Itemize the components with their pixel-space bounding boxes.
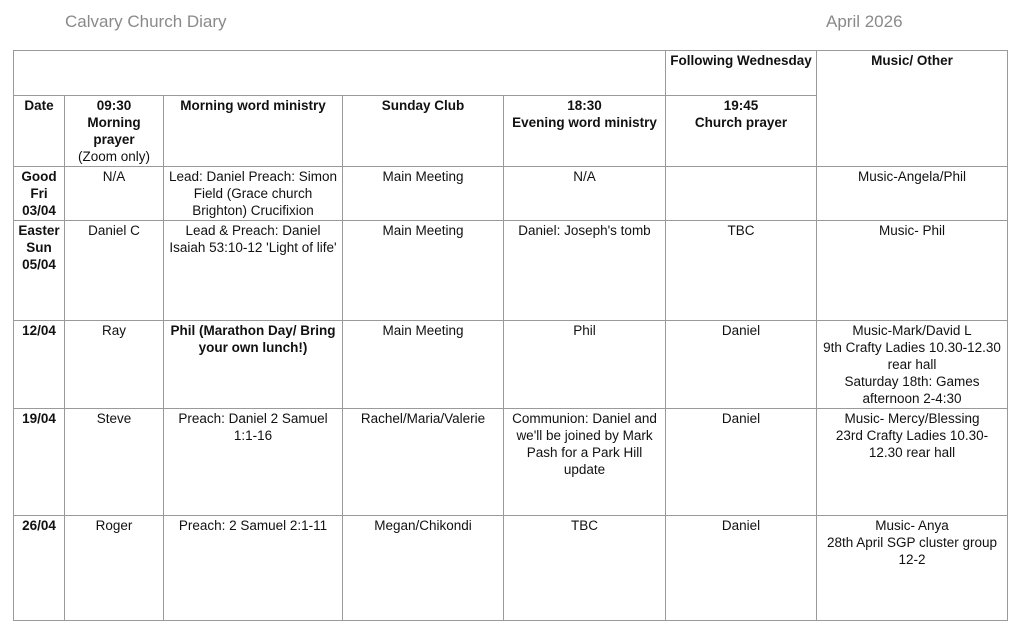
row-morning-word: Phil (Marathon Day/ Bring your own lunch!) <box>164 321 343 409</box>
morning-word-header: Morning word ministry <box>164 96 343 167</box>
music-other-line: 9th Crafty Ladies 10.30-12.30 rear hall <box>823 340 1001 372</box>
evening-time: 18:30 <box>567 98 602 113</box>
row-sunday-club: Main Meeting <box>343 221 504 321</box>
table-row <box>14 516 1008 621</box>
row-date: Good Fri 03/04 <box>14 167 65 221</box>
row-music-other <box>817 409 1008 516</box>
diary-title: Calvary Church Diary <box>65 12 227 31</box>
row-evening: N/A <box>504 167 666 221</box>
row-evening: Phil <box>504 321 666 409</box>
morning-prayer-note: (Zoom only) <box>77 149 150 164</box>
row-morning-word: Preach: 2 Samuel 2:1-11 <box>164 516 343 621</box>
music-other-line: Saturday 18th: Games afternoon 2-4:30 <box>844 374 980 406</box>
church-prayer-header <box>666 96 817 167</box>
row-church-prayer: Daniel <box>666 516 817 621</box>
row-morning-prayer: Daniel C <box>65 221 164 321</box>
row-church-prayer: Daniel <box>666 321 817 409</box>
diary-table <box>13 50 1008 621</box>
row-music-other <box>817 221 1008 321</box>
row-sunday-club: Rachel/Maria/Valerie <box>343 409 504 516</box>
morning-prayer-time: 09:30 <box>96 98 132 113</box>
music-other-line: Music- Mercy/Blessing <box>844 411 980 426</box>
evening-ministry-header <box>504 96 666 167</box>
music-other-line: 23rd Crafty Ladies 10.30-12.30 rear hall <box>835 428 989 460</box>
morning-prayer-label: Morning prayer <box>87 115 141 147</box>
row-evening: Communion: Daniel and we'll be joined by Mark Pash for a Park Hill update <box>504 409 666 516</box>
church-prayer-time: 19:45 <box>723 98 759 113</box>
row-morning-word: Lead & Preach: Daniel Isaiah 53:10-12 'Light of life' <box>164 221 343 321</box>
header-row-top <box>14 51 1008 96</box>
date-header: Date <box>14 96 65 167</box>
row-morning-prayer: Ray <box>65 321 164 409</box>
header-blank-cell <box>14 51 666 96</box>
row-morning-prayer: N/A <box>65 167 164 221</box>
row-morning-prayer: Roger <box>65 516 164 621</box>
row-morning-word: Preach: Daniel 2 Samuel 1:1-16 <box>164 409 343 516</box>
row-evening: Daniel: Joseph's tomb <box>504 221 666 321</box>
music-other-header: Music/ Other <box>817 51 1008 167</box>
sunday-club-header: Sunday Club <box>343 96 504 167</box>
table-row <box>14 221 1008 321</box>
row-church-prayer: TBC <box>666 221 817 321</box>
row-music-other <box>817 167 1008 221</box>
music-other-line: 28th April SGP cluster group 12-2 <box>826 535 998 567</box>
row-church-prayer <box>666 167 817 221</box>
table-row <box>14 409 1008 516</box>
row-sunday-club: Main Meeting <box>343 321 504 409</box>
music-other-line: Music- Phil <box>879 223 946 238</box>
row-date: Easter Sun 05/04 <box>14 221 65 321</box>
row-music-other <box>817 321 1008 409</box>
row-sunday-club: Megan/Chikondi <box>343 516 504 621</box>
table-row <box>14 321 1008 409</box>
church-prayer-label: Church prayer <box>694 115 788 130</box>
row-church-prayer: Daniel <box>666 409 817 516</box>
music-other-line: Music-Mark/David L <box>852 323 972 338</box>
music-other-line: Music- Anya <box>875 518 949 533</box>
diary-month: April 2026 <box>826 12 903 31</box>
row-date: 19/04 <box>14 409 65 516</box>
evening-label: Evening word ministry <box>512 115 657 130</box>
row-date: 12/04 <box>14 321 65 409</box>
row-sunday-club: Main Meeting <box>343 167 504 221</box>
morning-prayer-header <box>65 96 164 167</box>
row-date: 26/04 <box>14 516 65 621</box>
row-morning-word: Lead: Daniel Preach: Simon Field (Grace church Brighton) Crucifixion <box>164 167 343 221</box>
music-other-line: Music-Angela/Phil <box>857 169 967 184</box>
following-wednesday-header: Following Wednesday <box>666 51 817 96</box>
row-morning-prayer: Steve <box>65 409 164 516</box>
row-music-other <box>817 516 1008 621</box>
row-evening: TBC <box>504 516 666 621</box>
table-row <box>14 167 1008 221</box>
